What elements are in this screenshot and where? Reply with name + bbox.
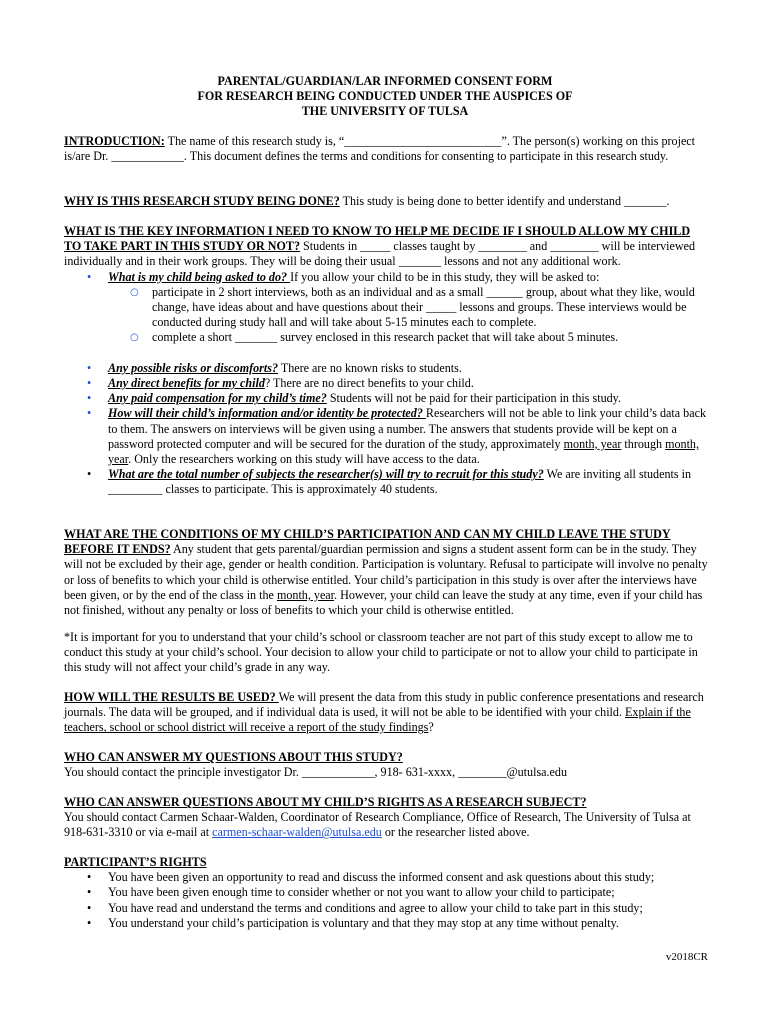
results-section: [64, 690, 710, 736]
form-title: [0, 74, 770, 120]
introduction-text: The name of this research study is, “__________________________”. The person(s) working on this project is/are Dr. ____________. This document defines the terms and conditions for consenting to participate in this research study.: [64, 134, 696, 164]
why-heading: WHY IS THIS RESEARCH STUDY BEING DONE?: [64, 194, 340, 208]
total-subjects-text: We are inviting all students in _________ classes to participate. This is approximately 40 students.: [108, 467, 692, 497]
protection-text-1: Researchers will not be able to link your child’s data back to them. The answers on interviews will be given using a number. The answers that students provide will be kept on a password protected computer and will be secured for the duration of the study, approximately: [108, 406, 707, 451]
questions-heading: WHO CAN ANSWER MY QUESTIONS ABOUT THIS STUDY?: [64, 750, 403, 764]
circle-bullet-icon: ○: [130, 286, 139, 298]
protection-text-3: . Only the researchers working on this study will have access to the data.: [128, 452, 480, 467]
total-subjects-question: What are the total number of subjects the researcher(s) will try to recruit for this study?: [108, 467, 544, 482]
participant-rights-heading: PARTICIPANT’S RIGHTS: [64, 855, 207, 869]
bullet-icon: •: [87, 885, 92, 900]
compensation-question: Any paid compensation for my child’s time?: [108, 391, 327, 406]
rights-contact-text-2: or the researcher listed above.: [381, 825, 530, 840]
rights-item: You have been given enough time to consider whether or not you want to allow your child to participate;: [108, 885, 615, 900]
bullet-icon: •: [87, 900, 92, 915]
key-information-heading: WHAT IS THE KEY INFORMATION I NEED TO KNOW TO HELP ME DECIDE IF I SHOULD ALLOW MY CHILD TO TAKE PART IN THIS STUDY OR NOT?: [64, 224, 691, 254]
risks-text: There are no known risks to students.: [278, 360, 462, 375]
asked-text: If you allow your child to be in this study, they will be asked to:: [290, 269, 600, 284]
title-line-1: PARENTAL/GUARDIAN/LAR INFORMED CONSENT FORM: [217, 74, 553, 88]
conditions-date: month, year: [276, 587, 335, 602]
why-section: [64, 194, 710, 209]
rights-contact-text-1: You should contact Carmen Schaar-Walden, Coordinator of Research Compliance, Office of Research, The University of Tulsa at 918-631-3310 or via e-mail at: [64, 810, 691, 840]
results-heading: HOW WILL THE RESULTS BE USED?: [64, 690, 279, 704]
questions-section: [64, 750, 710, 780]
rights-item: You have read and understand the terms and conditions and agree to allow your child to take part in this study;: [108, 900, 643, 915]
conditions-heading: WHAT ARE THE CONDITIONS OF MY CHILD’S PARTICIPATION AND CAN MY CHILD LEAVE THE STUDY BEFORE IT ENDS?: [64, 527, 671, 557]
why-text: This study is being done to better identify and understand _______.: [339, 194, 670, 208]
rights-contact-section: [64, 795, 710, 841]
key-information-text: Students in _____ classes taught by ________ and ________ will be interviewed individually and in their work groups. They will be doing their usual _______ lessons and not any additional work.: [64, 239, 696, 269]
benefits-text: ? There are no direct benefits to your child.: [264, 376, 474, 391]
benefits-question: Any direct benefits for my child: [108, 376, 265, 391]
title-line-3: THE UNIVERSITY OF TULSA: [301, 104, 469, 119]
teacher-note-text: *It is important for you to understand that your child’s school or classroom teacher are not part of this study except to allow me to conduct this study at your child’s school. Your decision to allow your child to participate or not to allow your child to participate in this study will not affect your child’s grade in any way.: [64, 630, 698, 675]
list-item: [64, 330, 710, 345]
list-item: [64, 870, 710, 885]
bullet-icon: •: [87, 406, 92, 421]
rights-contact-heading: WHO CAN ANSWER QUESTIONS ABOUT MY CHILD’S RIGHTS AS A RESEARCH SUBJECT?: [64, 795, 587, 809]
bullet-icon: •: [87, 467, 92, 482]
bullet-icon: •: [87, 360, 92, 375]
bullet-icon: •: [87, 915, 92, 930]
introduction-section: [64, 134, 710, 164]
compensation-text: Students will not be paid for their participation in this study.: [326, 391, 621, 406]
conditions-text-1: Any student that gets parental/guardian permission and signs a student assent form can be in the study. They will not be excluded by their age, gender or health condition. Participation is voluntary. Refusal to participate will involve no penalty or loss of benefits to which your child is otherwise entitled. Your child’s participation in this study is over after the interviews have been given, or by the end of the class in the: [64, 542, 708, 602]
protection-text-2: through: [621, 436, 666, 451]
participant-rights-section: [64, 855, 710, 931]
list-item: [64, 285, 710, 331]
protection-question: How will their child’s information and/or identity be protected?: [108, 406, 426, 421]
list-item: [64, 391, 710, 406]
bullet-icon: •: [87, 269, 92, 284]
list-item: [64, 901, 710, 916]
conditions-section: [64, 527, 710, 618]
list-item: [64, 361, 710, 376]
rights-item: You understand your child’s participation is voluntary and that they may stop at any time without penalty.: [108, 915, 619, 930]
compliance-email-link[interactable]: carmen-schaar-walden@utulsa.edu: [212, 825, 382, 840]
asked-subitem-2: complete a short _______ survey enclosed in this research packet that will take about 5 minutes.: [152, 330, 619, 345]
introduction-heading: INTRODUCTION:: [64, 134, 165, 148]
questions-text: You should contact the principle investigator Dr. ____________, 918- 631-xxxx, ________@utulsa.edu: [64, 765, 568, 780]
list-item: [64, 406, 710, 467]
results-end: ?: [428, 720, 434, 735]
bullet-icon: •: [87, 391, 92, 406]
circle-bullet-icon: ○: [130, 332, 139, 344]
version-label: v2018CR: [665, 951, 708, 963]
bullet-icon: •: [87, 376, 92, 391]
risks-question: Any possible risks or discomforts?: [108, 360, 279, 375]
rights-item: You have been given an opportunity to read and discuss the informed consent and ask questions about this study;: [108, 870, 655, 885]
key-information-section: [64, 224, 710, 498]
list-item: [64, 376, 710, 391]
list-item: [64, 885, 710, 900]
conditions-text-2: . However, your child can leave the study at any time, even if your child has not finished, without any penalty or loss of benefits to which your child is otherwise entitled.: [64, 587, 703, 618]
teacher-note-section: [64, 630, 710, 676]
bullet-icon: •: [87, 870, 92, 885]
results-report-note: Explain if the teachers, school or school district will receive a report of the study findings: [64, 705, 691, 735]
protection-date-end: month, year: [108, 436, 699, 467]
protection-date-start: month, year: [563, 436, 622, 451]
results-text: We will present the data from this study in public conference presentations and research journals. The data will be grouped, and if individual data is used, it will not be able to be identified with your child.: [64, 690, 704, 720]
list-item: [64, 916, 710, 931]
list-item: [64, 270, 710, 285]
asked-subitem-1: participate in 2 short interviews, both as an individual and as a small ______ group, about what they like, would change, have ideas about and have questions about their _____ lessons and groups. These interviews would be conducted during study hall and will take about 5-15 minutes each to complete.: [152, 284, 695, 330]
title-line-2: FOR RESEARCH BEING CONDUCTED UNDER THE AUSPICES OF: [197, 89, 573, 104]
asked-question: What is my child being asked to do?: [108, 269, 291, 284]
list-item: [64, 467, 710, 497]
